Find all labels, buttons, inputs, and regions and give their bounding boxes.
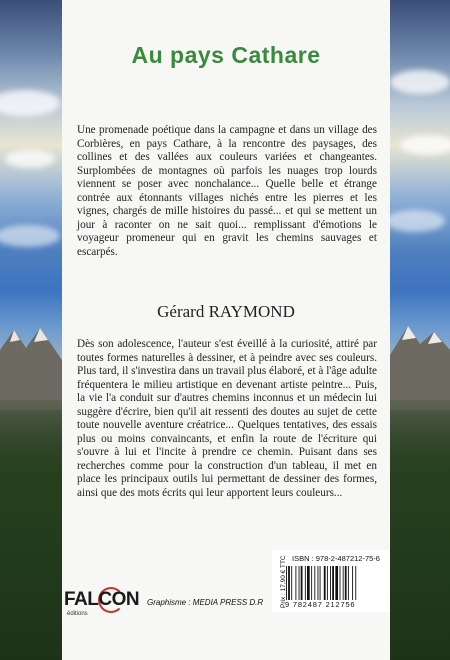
right-landscape-image (390, 0, 450, 660)
publisher-subtitle: éditions (67, 611, 88, 617)
barcode-icon (286, 566, 386, 600)
graphic-credit: Graphisme : MEDIA PRESS D.R (147, 598, 264, 607)
publisher-logo (62, 585, 142, 625)
price-label: Prix : 17,90 € TTC (280, 555, 287, 608)
price-label-container (272, 552, 287, 610)
author-biography: Dès son adolescence, l'auteur s'est éveillé à la curiosité, attiré par toutes formes naturelles à dessiner, et à peindre avec ses couleurs. Plus tard, il s'investira dans un travail plus élaboré, et à l'âge adulte fréquentera le milieu artistique en devenant artiste peintre... Puis, la vie l'a conduit sur d'autres chemins inconnus et un médecin lui suggère d'écrire, bien qu'il ait ressenti des doutes au sujet de cette toute nouvelle aventure créatrice... Quelques tentatives, des essais plus ou moins convaincants, et enfin la route de l'écriture qui s'ouvre à lui et l'incite à prendre ce chemin. Puisant dans ses recherches comme pour la construction d'un tableau, il met en place les principaux outils lui permettant de dessiner des formes, ainsi que des mots écrits qui leur apportent leurs couleurs... (77, 338, 377, 499)
book-summary: Une promenade poétique dans la campagne et dans un village des Corbières, en pays Cathare, à la rencontre des paysages, des collines et des vallées aux couleurs variées et changeantes. Surplombées de montagnes où parfois les nuages trop lourds viennent se poser avec nonchalance... Quelle belle et étrange contrée aux étonnants villages nichés entre les pierres et les vignes, chargés de mille histoires du passé... et qui se mettent un jour à raconter on ne sait quoi... remplissant d'émotions le voyageur promeneur qui en gravit les chemins sauvages et escarpés. (77, 124, 377, 258)
book-title: Au pays Cathare (131, 42, 321, 68)
barcode-number: 9 782487 212756 (285, 600, 356, 609)
barcode-block (272, 550, 390, 612)
author-name: Gérard RAYMOND (157, 302, 295, 321)
publisher-name: FALCON (64, 589, 140, 610)
isbn-label: ISBN : 978-2-487212-75-6 (292, 554, 380, 563)
back-cover-panel (62, 0, 390, 660)
left-landscape-image (0, 0, 62, 660)
